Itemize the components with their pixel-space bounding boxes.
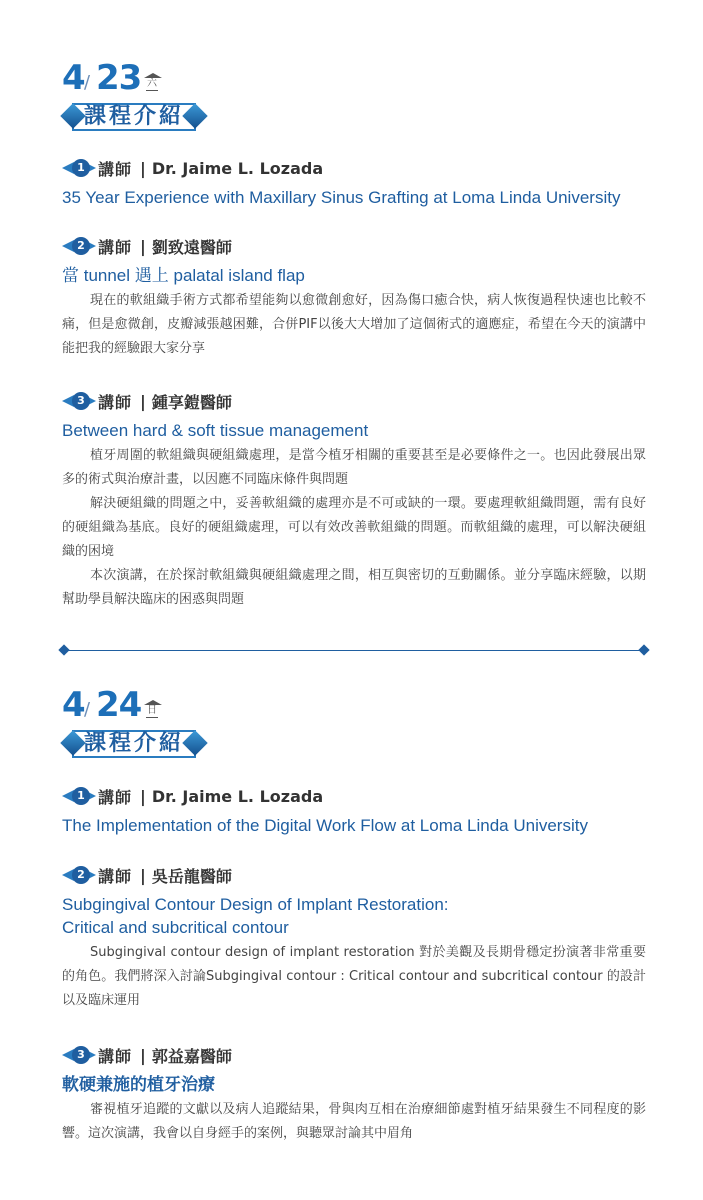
course-intro-badge — [62, 729, 206, 759]
separator: | — [140, 391, 146, 411]
session-description: 本次演講，在於探討軟組織與硬組織處理之間，相互與密切的互動關係。並分享臨床經驗，以期幫助學員解決臨床的困惑與問題 — [62, 568, 646, 607]
date-weekday: 六 — [147, 78, 157, 89]
speaker-label: 講師 — [98, 237, 133, 257]
section-divider — [62, 650, 646, 651]
date-slash: / — [84, 699, 91, 720]
speaker-name: Dr. Jaime L. Lozada — [151, 158, 324, 178]
number-badge: 3 — [62, 1046, 94, 1064]
speaker-row — [62, 390, 646, 412]
separator: | — [140, 236, 146, 256]
speaker-name: 吳岳龍醫師 — [151, 866, 232, 886]
session-3 — [62, 1044, 646, 1146]
speaker-name: 劉致遠醫師 — [151, 237, 232, 257]
speaker-label: 講師 — [98, 159, 133, 179]
session-2 — [62, 864, 646, 1013]
speaker-row — [62, 157, 646, 179]
day-section-1 — [62, 58, 646, 132]
number-badge: 1 — [62, 787, 94, 805]
speaker-name: 鍾享鎧醫師 — [151, 392, 232, 412]
course-intro-badge — [62, 102, 206, 132]
session-description: 現在的軟組織手術方式都希望能夠以愈微創愈好，因為傷口癒合快，病人恢復過程快速也比較不痛，但是愈微創，皮瓣減張越困難，合併PIF以後大大增加了這個術式的適應症，希望在今天的演講中能把我的經驗跟大家分享 — [62, 293, 646, 356]
date-slash: / — [84, 72, 91, 93]
separator: | — [140, 158, 146, 178]
session-topic: 軟硬兼施的植牙治療 — [62, 1075, 215, 1094]
separator: | — [140, 865, 146, 885]
session-description: 審視植牙追蹤的文獻以及病人追蹤結果，骨與肉互相在治療細節處對植牙結果發生不同程度的影響。這次演講，我會以自身經手的案例，與聽眾討論其中眉角 — [62, 1102, 646, 1141]
number-badge: 2 — [62, 237, 94, 255]
number-badge: 2 — [62, 866, 94, 884]
session-2 — [62, 235, 646, 361]
speaker-label: 講師 — [98, 787, 133, 807]
speaker-name: 郭益嘉醫師 — [151, 1046, 232, 1066]
session-topic: Between hard & soft tissue management — [62, 421, 369, 440]
session-topic: 當 tunnel 遇上 palatal island flap — [62, 266, 305, 285]
session-1 — [62, 785, 646, 837]
session-topic: 35 Year Experience with Maxillary Sinus Grafting at Loma Linda University — [62, 188, 621, 207]
speaker-row — [62, 785, 646, 807]
speaker-name: Dr. Jaime L. Lozada — [151, 786, 324, 806]
number-badge: 3 — [62, 392, 94, 410]
speaker-label: 講師 — [98, 866, 133, 886]
badge-title: 課程介紹 — [84, 104, 185, 129]
speaker-row — [62, 1044, 646, 1066]
date-day: 23 — [96, 58, 142, 98]
separator: | — [140, 1045, 146, 1065]
separator: | — [140, 786, 146, 806]
date-heading — [62, 685, 646, 725]
session-topic: The Implementation of the Digital Work Flow at Loma Linda University — [62, 816, 588, 835]
speaker-row — [62, 235, 646, 257]
session-description: 植牙周圍的軟組織與硬組織處理，是當今植牙相關的重要甚至是必要條件之一。也因此發展出眾多的術式與治療計畫，以因應不同臨床條件與問題 — [62, 448, 646, 487]
speaker-label: 講師 — [98, 1046, 133, 1066]
session-description: Subgingival contour design of implant restoration 對於美觀及長期骨穩定扮演著非常重要的角色。我們將深入討論Subgingival contour : Critical contour and subcritical contour 的設計以及臨床運用 — [62, 945, 646, 1008]
number-badge: 1 — [62, 159, 94, 177]
badge-title: 課程介紹 — [84, 731, 185, 756]
day-section-2 — [62, 685, 646, 759]
session-topic-line2: Critical and subcritical contour — [62, 918, 289, 937]
session-1 — [62, 157, 646, 209]
session-3 — [62, 390, 646, 612]
date-day: 24 — [96, 685, 142, 725]
date-month: 4 — [62, 685, 85, 725]
session-topic: Subgingival Contour Design of Implant Restoration: — [62, 895, 449, 914]
date-weekday: 日 — [147, 705, 157, 716]
speaker-label: 講師 — [98, 392, 133, 412]
speaker-row — [62, 864, 646, 886]
date-month: 4 — [62, 58, 85, 98]
date-heading — [62, 58, 646, 98]
session-description: 解決硬組織的問題之中，妥善軟組織的處理亦是不可或缺的一環。要處理軟組織問題，需有良好的硬組織為基底。良好的硬組織處理，可以有效改善軟組織的問題。而軟組織的處理，可以解決硬組織的困境 — [62, 496, 646, 559]
